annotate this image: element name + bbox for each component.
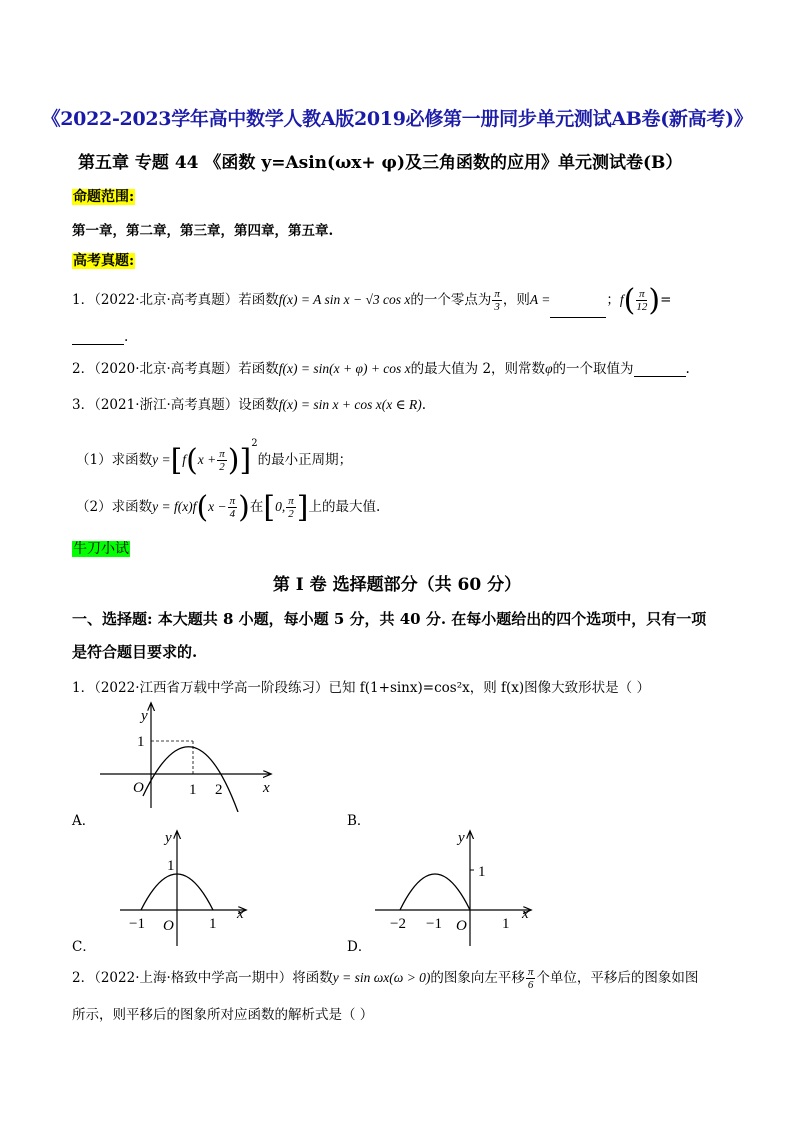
gaokao-q3-p1-suffix: 的最小正周期；	[257, 452, 353, 468]
page-title: 《2022-2023学年高中数学人教A版2019必修第一册同步单元测试AB卷(新高考)》	[41, 108, 753, 130]
label-x: x	[237, 906, 244, 922]
tick-1: 1	[502, 916, 510, 932]
gaokao-label: 高考真题:	[73, 253, 135, 269]
choice-q2-frac: $\frac{\pi}{6}$	[527, 966, 534, 991]
gaokao-q3-part1: （1）求函数y =[f(x + $\frac{\pi}{2}$ )]$^2$的最小正周期；	[76, 438, 353, 478]
gaokao-q3: 3．（2021·浙江·高考真题）设函数f(x) = sin x + cos x(x ∈ R).	[72, 397, 426, 413]
gaokao-q3-part2: （2）求函数y = f(x)f(x − $\frac{\pi}{4}$ )在[0, $\frac{\pi}{2}$ ]上的最大值.	[76, 490, 381, 525]
curve-a	[143, 747, 238, 812]
tick-1: 1	[189, 782, 197, 798]
tick-neg1: −1	[129, 916, 145, 932]
graph-option-d	[370, 826, 540, 950]
tick-2: 2	[215, 782, 223, 798]
graph-option-a	[95, 700, 280, 812]
tick-1: 1	[209, 916, 217, 932]
label-y: y	[165, 830, 172, 846]
gaokao-q1-blank-f-wrap: .	[72, 326, 128, 345]
tick-y1: 1	[137, 734, 145, 750]
section-title: 第 I 卷 选择题部分（共 60 分）	[272, 575, 522, 595]
gaokao-q3-p2-prefix: （2）求函数	[76, 499, 153, 515]
gaokao-q2-formula: f(x) = sin(x + φ) + cos x	[278, 361, 411, 376]
graph-option-c	[115, 826, 255, 950]
gaokao-label-wrap	[72, 250, 135, 270]
option-a-label[interactable]: A．	[72, 813, 96, 829]
label-x: x	[522, 906, 529, 922]
gaokao-q1: 1．（2022·北京·高考真题）若函数f(x) = A sin x − √3 cos x的一个零点为 $\frac{\pi}{3}$ ，则A = ；f( $\frac{\pi}{12}$ )=	[72, 283, 672, 318]
option-d-label[interactable]: D．	[347, 939, 372, 955]
tick-neg1: −1	[426, 916, 442, 932]
gaokao-q3-p2-interval-frac: $\frac{\pi}{2}$	[288, 495, 294, 520]
gaokao-q1-eq: =	[660, 292, 672, 308]
gaokao-q1-mid: 的一个零点为	[410, 292, 492, 308]
label-origin: O	[133, 780, 144, 796]
gaokao-q3-p1-prefix: （1）求函数	[76, 452, 153, 468]
gaokao-q1-f-frac: $\frac{\pi}{12}$	[636, 288, 648, 313]
choice-q2-line1: 2．（2022·上海·格致中学高一期中）将函数y = sin ωx(ω > 0)的图象向左平移 $\frac{\pi}{6}$ 个单位，平移后的图象如图	[72, 966, 699, 991]
choice-q2-line2: 所示，则平移后的图象所对应函数的解析式是（ ）	[72, 1007, 374, 1023]
gaokao-q1-prefix: 1．（2022·北京·高考真题）若函数	[72, 292, 279, 308]
gaokao-q1-blank-a[interactable]	[550, 303, 606, 318]
gaokao-q1-mid2: ，则	[502, 292, 530, 308]
tick-y1: 1	[167, 858, 175, 874]
gaokao-q3-prefix: 3．（2021·浙江·高考真题）设函数	[72, 397, 279, 413]
label-y: y	[141, 708, 148, 724]
gaokao-q1-a-label: A =	[529, 292, 551, 307]
scope-label-wrap	[72, 186, 135, 206]
gaokao-q2-prefix: 2．（2020·北京·高考真题）若函数	[72, 361, 279, 377]
label-y: y	[458, 830, 465, 846]
gaokao-q3-p2-suffix: 上的最大值.	[308, 499, 381, 515]
gaokao-q2-mid: 的最大值为 2，则常数	[410, 361, 546, 377]
gaokao-q3-p2-frac: $\frac{\pi}{4}$	[229, 495, 236, 520]
gaokao-q1-frac: $\frac{\pi}{3}$	[494, 288, 500, 313]
scope-label: 命题范围:	[73, 189, 135, 205]
tick-neg2: −2	[390, 916, 406, 932]
instructions-line1: 一、选择题: 本大题共 8 小题，每小题 5 分，共 40 分. 在每小题给出的四个选项中，只有一项	[72, 610, 707, 628]
label-x: x	[263, 780, 270, 796]
warmup-label: 牛刀小试	[73, 541, 129, 557]
choice-q1-text: 1．（2022·江西省万载中学高一阶段练习）已知 f(1+sinx)=cos²x，则 f(x)图像大致形状是（ ）	[72, 680, 650, 696]
gaokao-q3-formula: f(x) = sin x + cos x(x ∈ R)	[278, 397, 422, 412]
tick-y1: 1	[478, 864, 486, 880]
gaokao-q1-formula: f(x) = A sin x − √3 cos x	[278, 292, 411, 307]
gaokao-q2-phi: φ	[545, 361, 553, 376]
gaokao-q2-blank[interactable]	[634, 362, 686, 377]
gaokao-q3-p1-frac: $\frac{\pi}{2}$	[219, 448, 225, 473]
warmup-label-wrap	[72, 538, 130, 558]
label-origin: O	[163, 918, 174, 934]
gaokao-q1-f-label: f	[619, 292, 624, 307]
scope-content: 第一章，第二章，第三章，第四章，第五章.	[72, 223, 334, 239]
option-b-label[interactable]: B．	[347, 813, 371, 829]
curve-d	[400, 874, 470, 910]
instructions-line2: 是符合题目要求的.	[72, 643, 198, 661]
page-subtitle: 第五章 专题 44 《函数 y=Asin(ωx+ φ)及三角函数的应用》单元测试卷(B）	[78, 153, 683, 173]
label-origin: O	[456, 918, 467, 934]
choice-q2-formula: y = sin ωx(ω > 0)	[332, 970, 431, 985]
gaokao-q2: 2．（2020·北京·高考真题）若函数f(x) = sin(x + φ) + cos x的最大值为 2，则常数φ的一个取值为 .	[72, 361, 690, 377]
gaokao-q1-blank-f[interactable]	[72, 330, 124, 345]
option-c-label[interactable]: C．	[72, 939, 96, 955]
gaokao-q2-suffix: 的一个取值为	[552, 361, 634, 377]
